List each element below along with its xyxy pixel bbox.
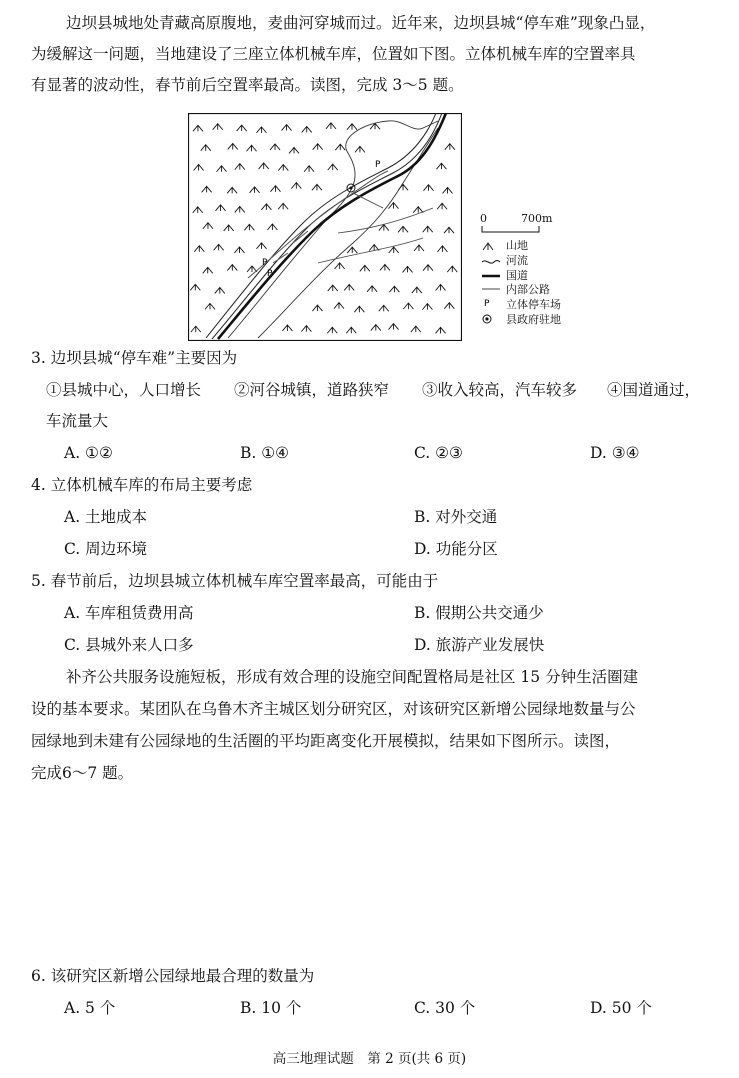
scale-start: 0 — [480, 212, 487, 225]
scale-end: 700m — [521, 212, 553, 225]
legend-symbols — [480, 240, 502, 336]
question-6-stem: 6. 该研究区新增公园绿地最合理的数量为 — [31, 967, 315, 985]
intro2-line-1: 补齐公共服务设施短板，形成有效合理的设施空间配置格局是社区 15 分钟生活圈建 — [66, 668, 639, 686]
q3-option-b[interactable]: B. ①④ — [240, 444, 290, 462]
q5-option-c[interactable]: C. 县城外来人口多 — [64, 636, 194, 654]
county-map — [188, 113, 462, 341]
legend-label-parking: 立体停车场 — [506, 298, 561, 311]
q3-statement-4-cont: 车流量大 — [46, 412, 109, 430]
intro1-line-3: 有显著的波动性，春节前后空置率最高。读图，完成 3～5 题。 — [31, 76, 464, 94]
q4-option-d[interactable]: D. 功能分区 — [414, 540, 498, 558]
parking-icon: P — [484, 299, 490, 309]
map-svg — [188, 113, 462, 341]
q6-option-b[interactable]: B. 10 个 — [240, 999, 302, 1017]
q6-option-d[interactable]: D. 50 个 — [590, 999, 652, 1017]
q3-option-a[interactable]: A. ①② — [64, 444, 113, 462]
river-icon — [482, 261, 500, 264]
q5-option-b[interactable]: B. 假期公共交通少 — [414, 604, 544, 622]
q3-statement-4: ④国道通过， — [607, 381, 701, 399]
q4-option-c[interactable]: C. 周边环境 — [64, 540, 148, 558]
scale-bar — [481, 226, 541, 234]
q3-option-d[interactable]: D. ③④ — [590, 444, 640, 462]
intro2-line-3: 园绿地到未建有公园绿地的生活圈的平均距离变化开展模拟，结果如下图所示。读图， — [31, 732, 621, 750]
question-4-stem: 4. 立体机械车库的布局主要考虑 — [31, 476, 253, 494]
q5-option-a[interactable]: A. 车库租赁费用高 — [64, 604, 194, 622]
government-legend-icon — [483, 315, 491, 323]
q3-statement-1: ①县城中心，人口增长 — [46, 381, 202, 399]
q6-option-a[interactable]: A. 5 个 — [64, 999, 116, 1017]
q3-statement-3: ③收入较高，汽车较多 — [422, 381, 578, 399]
q6-option-c[interactable]: C. 30 个 — [414, 999, 476, 1017]
parking-marker-3: P — [267, 269, 273, 279]
question-3-stem: 3. 边坝县城“停车难”主要因为 — [31, 349, 238, 367]
q3-option-c[interactable]: C. ②③ — [414, 444, 463, 462]
intro1-line-1: 边坝县城地处青藏高原腹地，麦曲河穿城而过。近年来，边坝县城“停车难”现象凸显， — [66, 14, 656, 32]
intro2-line-2: 设的基本要求。某团队在乌鲁木齐主城区划分研究区，对该研究区新增公园绿地数量与公 — [31, 700, 636, 718]
legend-label-government: 县政府驻地 — [506, 313, 561, 326]
question-5-stem: 5. 春节前后，边坝县城立体机械车库空置率最高，可能由于 — [31, 572, 439, 590]
page-footer: 高三地理试题 第 2 页(共 6 页) — [272, 1051, 467, 1067]
q4-option-b[interactable]: B. 对外交通 — [414, 508, 498, 526]
legend-label-river: 河流 — [506, 254, 528, 267]
legend-label-mountain: 山地 — [506, 239, 528, 252]
legend-label-national-road: 国道 — [506, 269, 528, 282]
parking-marker-2: P — [262, 258, 268, 268]
q3-statement-2: ②河谷城镇，道路狭窄 — [234, 381, 390, 399]
legend-label-internal-road: 内部公路 — [506, 283, 550, 296]
intro2-line-4: 完成6～7 题。 — [31, 764, 134, 782]
q4-option-a[interactable]: A. 土地成本 — [64, 508, 148, 526]
mountain-icon — [483, 243, 493, 250]
q5-option-d[interactable]: D. 旅游产业发展快 — [414, 636, 545, 654]
parking-marker-1: P — [375, 160, 381, 170]
intro1-line-2: 为缓解这一问题，当地建设了三座立体机械车库，位置如下图。立体机械车库的空置率具 — [31, 45, 636, 63]
